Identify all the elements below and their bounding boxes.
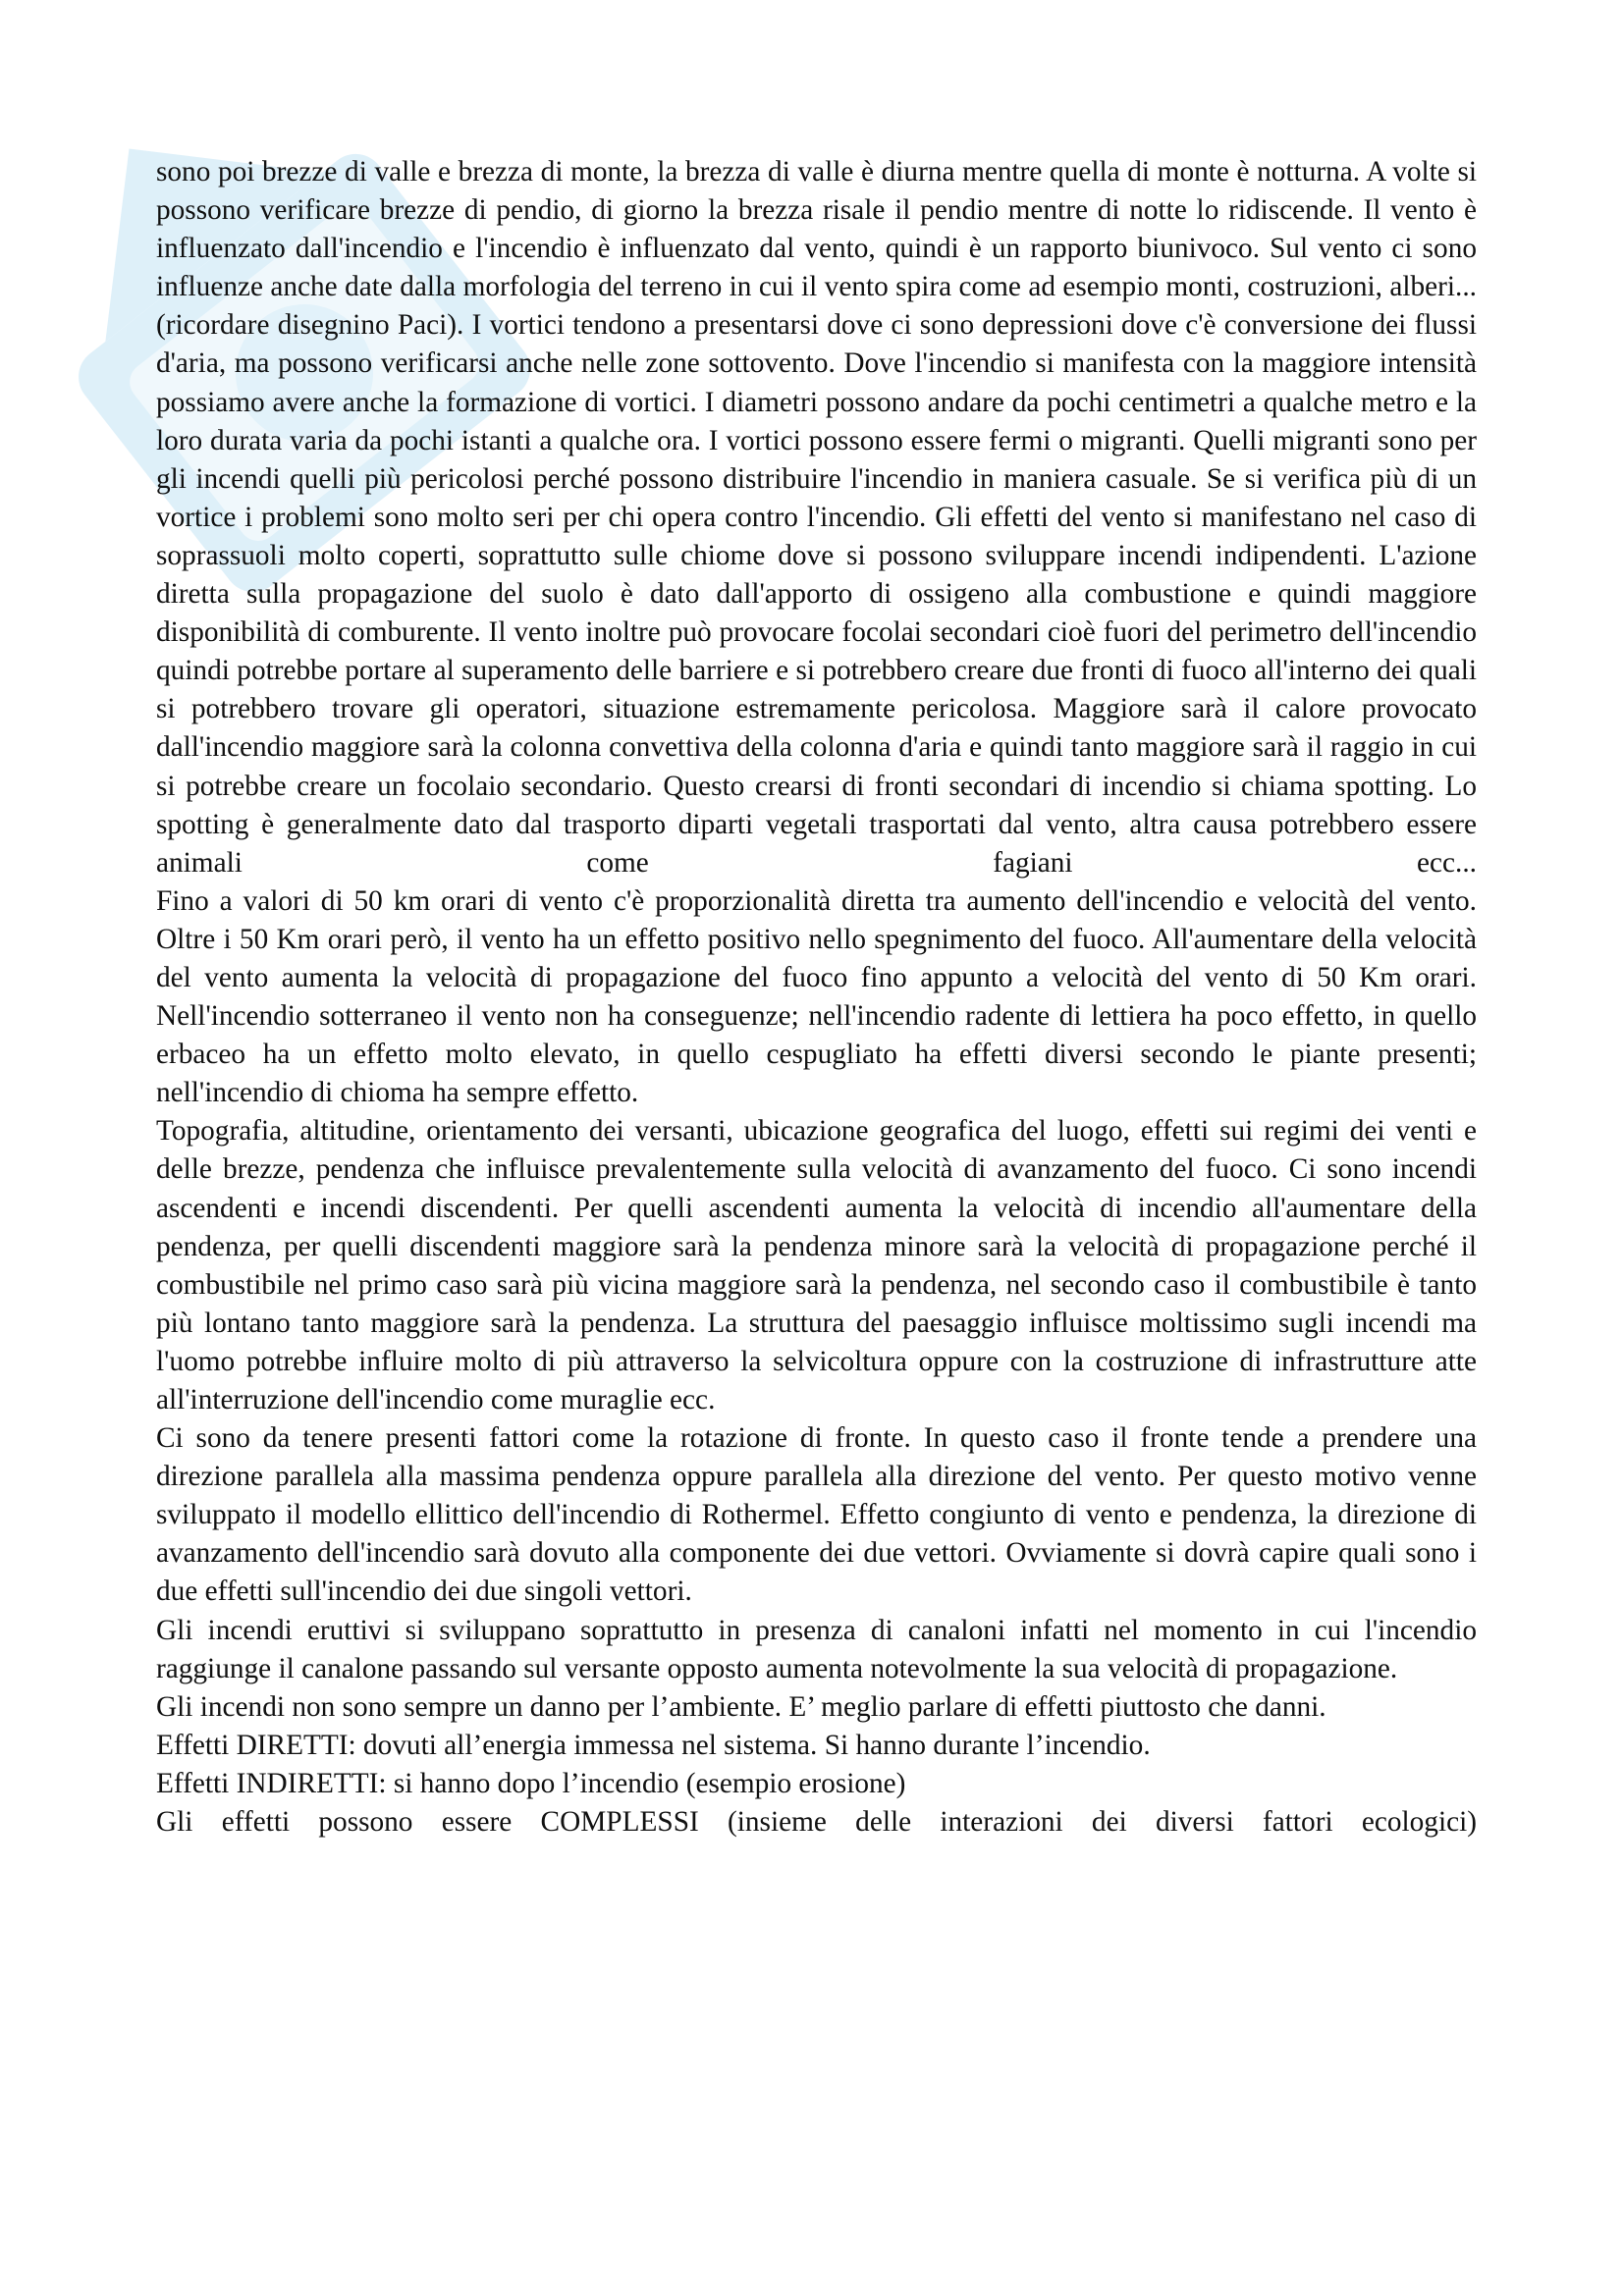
paragraph-topography: Topografia, altitudine, orientamento dei versanti, ubicazione geografica del luogo, effetti sui regimi dei venti e delle brezze, pendenza che influisce prevalentemente sulla velocità di avanzamento del fuoco. Ci sono incendi ascendenti e incendi discendenti. Per quelli ascendenti aumenta la velocità di incendio all'aumentare della pendenza, per quelli discendenti maggiore sarà la pendenza minore sarà la velocità di propagazione perché il combustibile nel primo caso sarà più vicina maggiore sarà la pendenza, nel secondo caso il combustibile è tanto più lontano tanto maggiore sarà la pendenza. La struttura del paesaggio influisce moltissimo sugli incendi ma l'uomo potrebbe influire molto di più attraverso la selvicoltura oppure con la costruzione di infrastrutture atte all'interruzione dell'incendio come muraglie ecc.: [156, 1115, 1477, 1415]
document-body: [156, 153, 1477, 1842]
paragraph-fire-damage: Gli incendi non sono sempre un danno per l’ambiente. E’ meglio parlare di effetti piuttosto che danni.: [156, 1690, 1326, 1723]
paragraph-complex-effects: Gli effetti possono essere COMPLESSI (insieme delle interazioni dei diversi fattori ecologici): [156, 1806, 1477, 1839]
paragraph-wind-effects: sono poi brezze di valle e brezza di monte, la brezza di valle è diurna mentre quella di monte è notturna. A volte si possono verificare brezze di pendio, di giorno la brezza risale il pendio mentre di notte lo ridiscende. Il vento è influenzato dall'incendio e l'incendio è influenzato dal vento, quindi è un rapporto biunivoco. Sul vento ci sono influenze anche date dalla morfologia del terreno in cui il vento spira come ad esempio monti, costruzioni, alberi... (ricordare disegnino Paci). I vortici tendono a presentarsi dove ci sono depressioni dove c'è conversione dei flussi d'aria, ma possono verificarsi anche nelle zone sottovento. Dove l'incendio si manifesta con la maggiore intensità possiamo avere anche la formazione di vortici. I diametri possono andare da pochi centimetri a qualche metro e la loro durata varia da pochi istanti a qualche ora. I vortici possono essere fermi o migranti. Quelli migranti sono per gli incendi quelli più pericolosi perché possono distribuire l'incendio in maniera casuale. Se si verifica più di un vortice i problemi sono molto seri per chi opera contro l'incendio. Gli effetti del vento si manifestano nel caso di soprassuoli molto coperti, soprattutto sulle chiome dove si possono sviluppare incendi indipendenti. L'azione diretta sulla propagazione del suolo è dato dall'apporto di ossigeno alla combustione e quindi maggiore disponibilità di comburente. Il vento inoltre può provocare focolai secondari cioè fuori del perimetro dell'incendio quindi potrebbe portare al superamento delle barriere e si potrebbero creare due fronti di fuoco all'interno dei quali si potrebbero trovare gli operatori, situazione estremamente pericolosa. Maggiore sarà il calore provocato dall'incendio maggiore sarà la colonna convettiva della colonna d'aria e quindi tanto maggiore sarà il raggio in cui si potrebbe creare un focolaio secondario. Questo crearsi di fronti secondari di incendio si chiama spotting. Lo spotting è generalmente dato dal trasporto diparti vegetali trasportati dal vento, altra causa potrebbero essere animali come fagiani ecc...: [156, 156, 1477, 879]
paragraph-indirect-effects: Effetti INDIRETTI: si hanno dopo l’incendio (esempio erosione): [156, 1767, 906, 1799]
paragraph-direct-effects: Effetti DIRETTI: dovuti all’energia immessa nel sistema. Si hanno durante l’incendio.: [156, 1729, 1151, 1761]
paragraph-eruptive-fires: Gli incendi eruttivi si sviluppano soprattutto in presenza di canaloni infatti nel momento in cui l'incendio raggiunge il canalone passando sul versante opposto aumenta notevolmente la sua velocità di propagazione.: [156, 1614, 1477, 1684]
paragraph-wind-speed: Fino a valori di 50 km orari di vento c'è proporzionalità diretta tra aumento dell'incendio e velocità del vento. Oltre i 50 Km orari però, il vento ha un effetto positivo nello spegnimento del fuoco. All'aumentare della velocità del vento aumenta la velocità di propagazione del fuoco fino appunto a velocità del vento di 50 Km orari. Nell'incendio sotterraneo il vento non ha conseguenze; nell'incendio radente di lettiera ha poco effetto, in quello erbaceo ha un effetto molto elevato, in quello cespugliato ha effetti diversi secondo le piante presenti; nell'incendio di chioma ha sempre effetto.: [156, 884, 1477, 1109]
paragraph-front-rotation: Ci sono da tenere presenti fattori come la rotazione di fronte. In questo caso il fronte tende a prendere una direzione parallela alla massima pendenza oppure parallela alla direzione del vento. Per questo motivo venne sviluppato il modello ellittico dell'incendio di Rothermel. Effetto congiunto di vento e pendenza, la direzione di avanzamento dell'incendio sarà dovuto alla componente dei due vettori. Ovviamente si dovrà capire quali sono i due effetti sull'incendio dei due singoli vettori.: [156, 1422, 1477, 1608]
